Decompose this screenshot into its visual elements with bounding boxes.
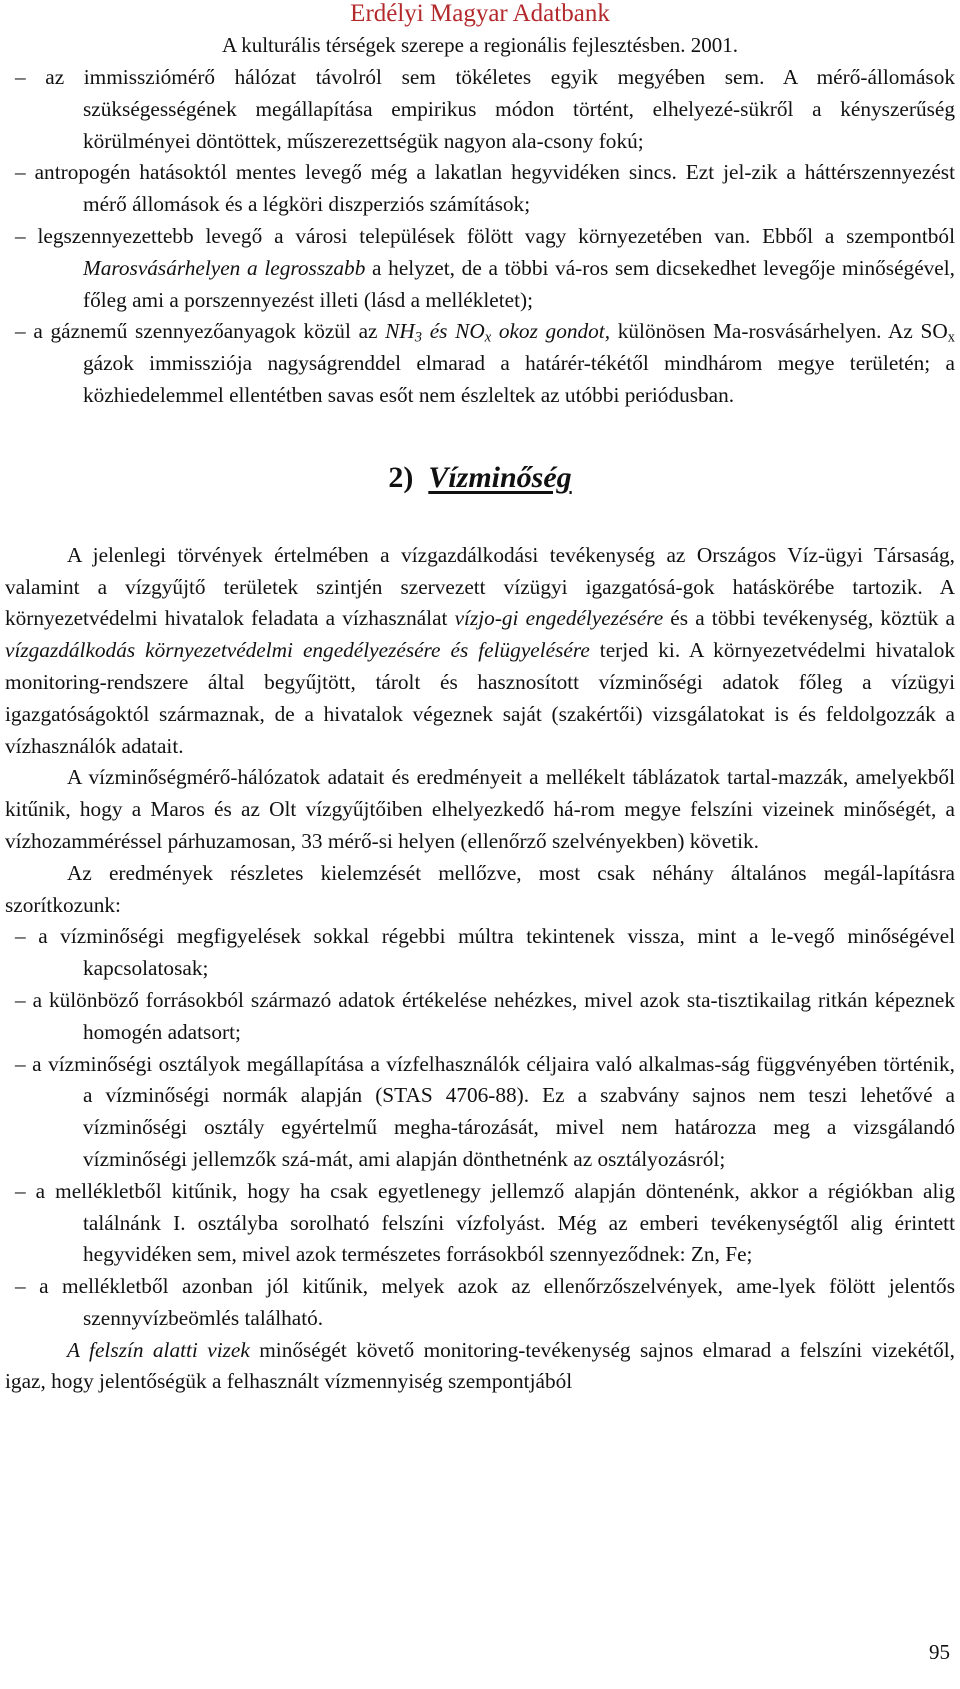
list-item: – az immissziómérő hálózat távolról sem tökéletes egyik megyében sem. A mérő-állomások szükségességének megállapítása empirikus módon történt, elhelyezé-sükről a kényszerűség körülményei döntöttek, műszerezettségük nagyon ala-csony fokú;: [15, 65, 955, 153]
emphasis: Marosvásárhelyen a legrosszabb: [83, 255, 366, 280]
list-item: – a vízminőségi megfigyelések sokkal régebbi múltra tekintenek vissza, mint a le-vegő minőségével kapcsolatosak;: [15, 924, 955, 981]
list-item: – antropogén hatásoktól mentes levegő még a lakatlan hegyvidéken sincs. Ezt jel-zik a háttérszennyezést mérő állomások és a légköri diszperziós számítások;: [15, 160, 955, 217]
site-title[interactable]: Erdélyi Magyar Adatbank: [350, 0, 610, 27]
list-item: – a különböző forrásokból származó adatok értékelése nehézkes, mivel azok sta-tisztikailag ritkán képeznek homogén adatsort;: [15, 987, 955, 1044]
list-item: – a vízminőségi osztályok megállapítása a vízfelhasználók céljaira való alkalmas-ság függvényében történik, a vízminőségi normák alapján (STAS 4706-88). Ez a szabvány sajnos nem teszi lehetővé a vízminőségi osztály egyértelmű megha-tározását, mivel nem határozza meg a vizsgálandó vízminőségi jellemzők szá-mát, ami alapján dönthetnénk az osztályozásról;: [15, 1051, 955, 1171]
list-item: – a gáznemű szennyezőanyagok közül az $NH_3$ és $NO_x$ okoz gondot, különösen Ma-rosvásárhelyen. Az $SO_x$ gázok immissziója nagyságrenddel elmarad a határér-tékétől mindhárom megye területén; a közhiedelemmel ellentétben savas esőt nem észleltek az utóbbi periódusban.: [15, 319, 955, 407]
page-number: 95: [929, 1640, 950, 1664]
list-item: – a mellékletből azonban jól kitűnik, melyek azok az ellenőrzőszelvények, ame-lyek fölött jelentős szennyvízbeömlés található.: [15, 1274, 955, 1330]
page-content: [5, 62, 955, 1398]
list-item: – legszennyezettebb levegő a városi települések fölött vagy környezetében van. Ebből a szempontból Marosvásárhelyen a legrosszabb a helyzet, de a többi vá-ros sem dicsekedhet levegője minőségével, főleg ami a porszennyezést illeti (lásd a mellékletet);: [15, 223, 955, 312]
paragraph: A jelenlegi törvények értelmében a vízgazdálkodási tevékenység az Országos Víz-ügyi Társaság, valamint a vízgyűjtő területek szintjén szervezett vízügyi igazgatósá-gok hatáskörébe tartozik. A környezetvédelmi hivatalok feladata a vízhasználat vízjo-gi engedélyezésére és a többi tevékenység, köztük a vízgazdálkodás környezetvédelmi engedélyezésére és felügyelésére terjed ki. A környezetvédelmi hivatalok monitoring-rendszere által begyűjtött, tárolt és hasznosított vízminőségi adatok főleg a vízügyi igazgatóságoktól származnak, de a hivatalok végeznek saját (szakértői) vizsgálatokat is és feldolgozzák a vízhasználók adatait.: [5, 542, 955, 758]
list-item: – a mellékletből kitűnik, hogy ha csak egyetlenegy jellemző alapján döntenénk, akkor a régiókban alig találnánk I. osztályba sorolható felszíni vízfolyást. Még az emberi tevékenységtől alig érintett hegyvidéken sem, mivel azok természetes forrásokból szennyeződnek: Zn, Fe;: [15, 1178, 955, 1267]
section-heading: 2) Vízminőség: [388, 460, 572, 494]
paragraph: A vízminőségmérő-hálózatok adatait és eredményeit a mellékelt táblázatok tartal-mazzák, amelyekből kitűnik, hogy a Maros és az Olt vízgyűjtőiben elhelyezkedő há-rom megye felszíni vizeinek minőségét, a vízhozamméréssel párhuzamosan, 33 mérő-si helyen (ellenőrző szelvényekben) követik.: [5, 765, 955, 853]
document-subtitle: A kulturális térségek szerepe a regionális fejlesztésben. 2001.: [221, 33, 739, 57]
paragraph: Az eredmények részletes kielemzését mellőzve, most csak néhány általános megál-lapításra szorítkozunk:: [5, 860, 955, 917]
section-title: Vízminőség: [428, 460, 572, 494]
paragraph: A felszín alatti vizek minőségét követő monitoring-tevékenység sajnos elmarad a felszíni vizekétől, igaz, hogy jelentőségük a felhasznált vízmennyiség szempontjából: [5, 1337, 955, 1394]
formula-nh3: $NH_3$ és $NO_x$ okoz gondot,: [385, 319, 611, 346]
